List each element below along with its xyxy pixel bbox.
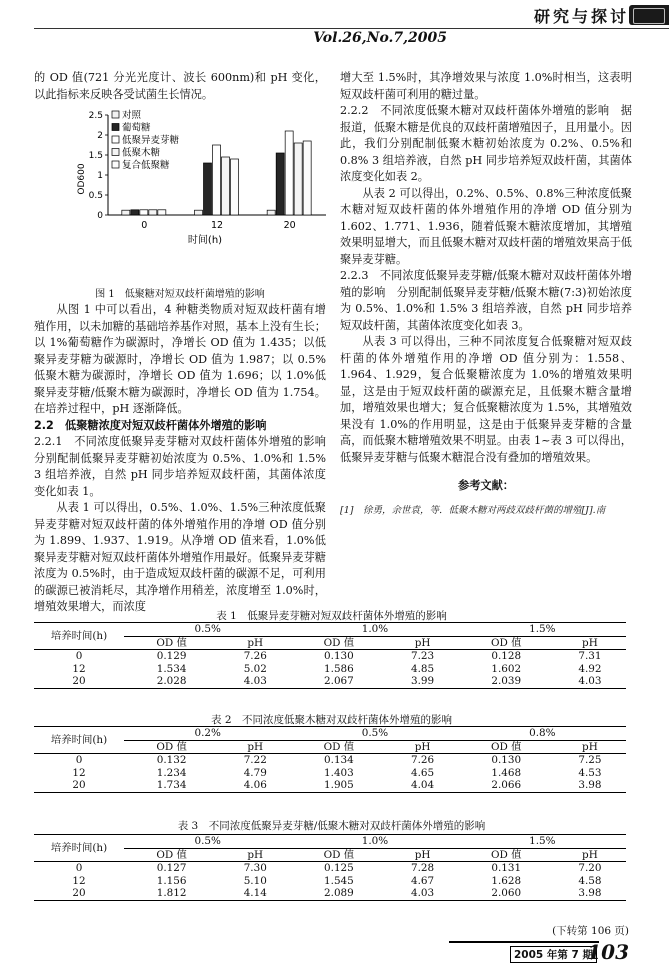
subsection-paragraph: 2.2.1 不同浓度低聚异麦芽糖对双歧杆菌体外增殖的影响 分别配制低聚异麦芽糖初始浓度为 0.5%、1.0%和 1.5% 3 组培养液，自然 pH 同步培养短双歧杆菌，其菌体浓度变化如表 1。: [34, 435, 338, 498]
concentration-header: 0.5%: [124, 623, 291, 637]
od-header: OD 值: [459, 636, 554, 650]
cell: 4.03: [387, 887, 459, 900]
cell: 0: [75, 754, 83, 766]
cell: 20: [34, 675, 124, 688]
bar: [267, 210, 275, 215]
row-header: 培养时间(h): [34, 835, 124, 862]
cell: 4.03: [219, 675, 291, 688]
y-tick-label: 1: [97, 171, 103, 181]
x-axis-label: 时间(h): [187, 235, 223, 246]
cell: 1.234: [156, 766, 187, 779]
cell: 1.734: [124, 779, 219, 792]
table-row: [34, 875, 626, 888]
od-header: OD 值: [459, 740, 554, 754]
concentration-header: 1.5%: [459, 835, 626, 849]
page-number: 103: [587, 940, 629, 964]
table-row: [34, 675, 626, 688]
paragraph: 从表 1 可以得出，0.5%、1.0%、1.5%三种浓度低聚异麦芽糖对短双歧杆菌的体外增殖作用的净增 OD 值分别为 1.899、1.937、1.919。从净增 OD 值来看，1.0%低聚异麦芽糖对短双歧杆菌体外增殖作用最好。低聚异麦芽糖浓度为 0.5%时，由于造成短双歧杆菌的碳源不足，可利用的碳源已被消耗尽，其净增作用稍差，浓度增至 1.0%时，增殖效果增大，而浓度: [34, 501, 326, 613]
table-row: [34, 663, 626, 676]
od-header: OD 值: [291, 636, 386, 650]
legend-swatch: [112, 136, 119, 143]
ph-header: pH: [219, 636, 291, 650]
legend-swatch: [112, 149, 119, 156]
cell: 4.53: [578, 766, 602, 779]
concentration-header: 1.0%: [291, 623, 458, 637]
y-tick-label: 0.5: [88, 191, 103, 201]
legend-swatch: [112, 111, 119, 118]
row-header: 培养时间(h): [34, 623, 124, 650]
bar: [285, 131, 293, 215]
bar: [131, 210, 139, 215]
cell: 3.98: [554, 887, 626, 900]
footer-rule: [449, 941, 599, 943]
cell: 2.039: [459, 675, 554, 688]
cell: 7.22: [243, 754, 267, 766]
cell: 7.28: [411, 862, 435, 874]
y-tick-label: 1.5: [88, 151, 103, 161]
bar: [204, 163, 212, 215]
table-row: [34, 650, 626, 663]
cell: 0.130: [491, 754, 522, 766]
x-tick-label: 20: [283, 220, 296, 231]
cell: 2.067: [291, 675, 386, 688]
y-axis-label: OD600: [77, 163, 87, 195]
x-tick-label: 12: [210, 220, 224, 231]
cell: 5.10: [243, 874, 267, 887]
x-tick-label: 0: [141, 220, 148, 231]
cell: 0.130: [324, 650, 354, 662]
volume-label: Vol.26,No.7,2005: [313, 30, 447, 46]
cell: 4.85: [411, 662, 435, 675]
table-row: [34, 767, 626, 780]
cell: 3.98: [554, 779, 626, 792]
cell: 4.14: [219, 887, 291, 900]
cell: 1.602: [491, 662, 522, 675]
bar: [158, 210, 166, 215]
ph-header: pH: [554, 848, 626, 862]
header-rule: [34, 28, 669, 29]
cell: 4.06: [219, 779, 291, 792]
journal-logo: [629, 5, 669, 25]
od-header: OD 值: [124, 636, 219, 650]
references-heading: 参考文献：: [458, 479, 514, 492]
legend-swatch: [112, 161, 119, 168]
bar: [140, 210, 148, 215]
cell: 7.30: [243, 862, 267, 874]
cell: 1.628: [491, 874, 522, 887]
cell: 3.99: [387, 675, 459, 688]
cell: 4.04: [387, 779, 459, 792]
table-row: [34, 862, 626, 875]
concentration-header: 0.2%: [124, 727, 291, 741]
y-tick-label: 2: [97, 131, 103, 141]
cell: 0.131: [491, 862, 522, 874]
legend-swatch: [112, 124, 119, 131]
cell: 20: [34, 887, 124, 900]
cell: 2.028: [124, 675, 219, 688]
bar: [222, 157, 230, 215]
cell: 1.545: [324, 874, 354, 887]
paragraph: 从表 2 可以得出，0.2%、0.5%、0.8%三种浓度低聚木糖对短双歧杆菌的体外增殖作用的净增 OD 值分别为 1.602、1.771、1.936，随着低聚木糖浓度增加，其增殖效果明显增大，而且低聚木糖对双歧杆菌的增殖效果高于低聚异麦芽糖。: [340, 186, 632, 266]
cell: 0: [75, 650, 83, 662]
cell: 4.79: [243, 766, 267, 779]
od-header: OD 值: [291, 848, 386, 862]
bar: [149, 210, 157, 215]
paragraph: 的 OD 值(721 分光光度计、波长 600nm)和 pH 变化，以此指标来反映各受试菌生长情况。: [34, 71, 326, 101]
cell: 1.403: [324, 766, 354, 779]
table-3-caption: 表 3 不同浓度低聚异麦芽糖/低聚木糖对双歧杆菌体外增殖的影响: [177, 820, 486, 832]
table-2: [34, 726, 626, 793]
figure-1-chart: [34, 103, 334, 281]
od-header: OD 值: [459, 848, 554, 862]
legend-label: 对照: [122, 110, 142, 121]
cell: 4.65: [411, 766, 435, 779]
ph-header: pH: [387, 848, 459, 862]
continued-note: (下转第 106 页): [552, 925, 629, 937]
y-tick-label: 0: [97, 211, 103, 221]
od-header: OD 值: [124, 740, 219, 754]
cell: 20: [34, 779, 124, 792]
concentration-header: 0.5%: [291, 727, 458, 741]
cell: 5.02: [243, 662, 267, 675]
ph-header: pH: [387, 636, 459, 650]
paragraph: 从图 1 中可以看出，4 种糖类物质对短双歧杆菌有增殖作用，以未加糖的基础培养基作对照，基本上没有生长；以 1%葡萄糖作为碳源时，净增长 OD 值为 1.435；以低聚异麦芽糖为碳源时，净增长 OD 值为 1.987；以 0.5%低聚木糖为碳源时，净增长 OD 值为 1.696；以 1.0%低聚异麦芽糖/低聚木糖为碳源时，净增长 OD 值为 1.754。在培养过程中，pH 逐渐降低。: [34, 303, 326, 415]
y-tick-label: 2.5: [88, 111, 103, 121]
table-row: [34, 887, 626, 900]
ph-header: pH: [219, 848, 291, 862]
legend-label: 低聚异麦芽糖: [122, 135, 180, 146]
cell: 4.67: [411, 874, 435, 887]
paragraph: 从表 3 可以得出，三种不同浓度复合低聚糖对短双歧杆菌的体外增殖作用的净增 OD 值分别为：1.558、1.964、1.929，复合低聚糖浓度为 1.0%的增殖效果明显，这是由于短双歧杆菌的碳源充足，且低聚木糖含量增加，增殖效果也增大；复合低聚糖浓度为 1.5%，其增殖效果没有 1.0%的作用明显，这是由于低聚异麦芽糖的含量高，而低聚木糖增殖效果不明显。由表 1~表 3 可以得出，低聚异麦芽糖与低聚木糖混合没有叠加的增殖效果。: [340, 335, 632, 464]
cell: 7.26: [243, 650, 267, 662]
figure-caption: 图 1 低聚糖对短双歧杆菌增殖的影响: [95, 289, 265, 300]
cell: 4.92: [578, 662, 602, 675]
od-header: OD 值: [124, 848, 219, 862]
cell: 1.586: [324, 662, 354, 675]
bar: [303, 141, 311, 215]
cell: 1.534: [156, 662, 187, 675]
od-header: OD 值: [291, 740, 386, 754]
cell: 7.23: [411, 650, 435, 662]
bar: [231, 159, 239, 215]
bar: [122, 210, 130, 215]
section-title: 研究与探讨: [533, 7, 629, 26]
cell: 1.812: [124, 887, 219, 900]
reference-item: [1] 徐勇，余世袁，等．低聚木糖对两歧双歧杆菌的增殖[J].南: [340, 504, 606, 516]
cell: 0.129: [156, 650, 187, 662]
cell: 0.127: [156, 862, 187, 874]
cell: 12: [72, 766, 86, 779]
subsection-paragraph: 2.2.2 不同浓度低聚木糖对双歧杆菌体外增殖的影响 据报道，低聚木糖是优良的双歧杆菌增殖因子，且用量小。因此，我们分别配制低聚木糖初始浓度为 0.2%、0.5%和 0.8% 3 组培养液，自然 pH 同步培养短双歧杆菌，其菌体浓度变化如表 2。: [340, 104, 632, 183]
left-column: [34, 70, 326, 103]
cell: 0.125: [324, 862, 354, 874]
cell: 1.468: [491, 766, 522, 779]
ph-header: pH: [554, 740, 626, 754]
bar: [276, 153, 284, 215]
cell: 7.25: [578, 754, 602, 766]
table-1: [34, 622, 626, 689]
cell: 0.134: [324, 754, 354, 766]
table-2-caption: 表 2 不同浓度低聚木糖对双歧杆菌体外增殖的影响: [210, 714, 453, 726]
ph-header: pH: [387, 740, 459, 754]
issue-label: 2005 年第 7 期: [510, 946, 597, 963]
concentration-header: 0.5%: [124, 835, 291, 849]
cell: 4.58: [578, 874, 602, 887]
section-heading: 2.2 低聚糖浓度对短双歧杆菌体外增殖的影响: [34, 418, 267, 432]
concentration-header: 1.0%: [291, 835, 458, 849]
legend-label: 葡萄糖: [122, 122, 151, 134]
ph-header: pH: [554, 636, 626, 650]
cell: 1.905: [291, 779, 386, 792]
legend-label: 复合低聚糖: [122, 160, 170, 171]
concentration-header: 0.8%: [459, 727, 626, 741]
left-column-body: [34, 302, 338, 616]
concentration-header: 1.5%: [459, 623, 626, 637]
paragraph: 增大至 1.5%时，其净增效果与浓度 1.0%时相当，这表明短双歧杆菌可利用的糖过量。: [340, 71, 632, 101]
legend-label: 低聚木糖: [122, 147, 161, 159]
cell: 2.060: [459, 887, 554, 900]
table-row: [34, 779, 626, 792]
cell: 4.03: [554, 675, 626, 688]
cell: 1.156: [156, 874, 187, 887]
bar: [213, 145, 221, 215]
ph-header: pH: [219, 740, 291, 754]
table-1-caption: 表 1 低聚异麦芽糖对短双歧杆菌体外增殖的影响: [216, 610, 447, 622]
cell: 0: [75, 862, 83, 874]
table-row: [34, 754, 626, 767]
cell: 0.132: [156, 754, 187, 766]
bar: [195, 210, 203, 215]
table-3: [34, 834, 626, 901]
bar: [294, 143, 302, 215]
cell: 7.31: [578, 650, 602, 662]
cell: 12: [72, 662, 86, 675]
cell: 7.26: [411, 754, 435, 766]
subsection-paragraph: 2.2.3 不同浓度低聚异麦芽糖/低聚木糖对双歧杆菌体外增殖的影响 分别配制低聚异麦芽糖/低聚木糖(7:3)初始浓度为 0.5%、1.0%和 1.5% 3 组培养液，自然 pH 同步培养短双歧杆菌，其菌体浓度变化如表 3。: [340, 269, 632, 332]
cell: 2.066: [459, 779, 554, 792]
cell: 12: [72, 874, 86, 887]
cell: 7.20: [578, 862, 602, 874]
row-header: 培养时间(h): [34, 727, 124, 754]
cell: 2.089: [291, 887, 386, 900]
cell: 0.128: [491, 650, 522, 662]
right-column: [340, 70, 632, 519]
